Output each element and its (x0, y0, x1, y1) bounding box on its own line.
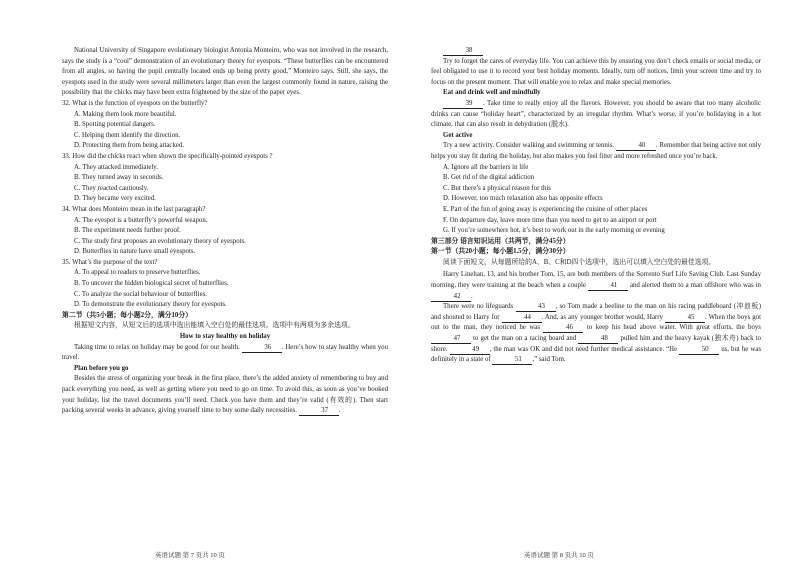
question-35 (62, 258, 388, 311)
paragraph-3: Try to forget the cares of everyday life. You can achieve this by ensuring you don’t check emails or social media, or feel obligated to use it to record your best holiday moments. Ideally, turn off notices, limit your screen time and try to focus on the present moment. That will enable you to relax and make special memories. (431, 57, 761, 86)
blank-48[interactable]: 48 (578, 334, 618, 344)
option: C. They reacted cautiously. (74, 184, 149, 192)
option: C. Helping them identify the direction. (74, 131, 181, 139)
option: A. To appeal to readers to preserve butterflies. (74, 269, 201, 277)
page-footer-right: 英语试题 第 8 页共 10 页 (524, 552, 594, 559)
option: B. They turned away in seconds. (74, 174, 164, 182)
option-f: F. On departure day, leave more time than you need to get to an airport or port (443, 216, 657, 224)
option-b: B. Get rid of the digital addiction (443, 174, 535, 182)
question-32 (62, 99, 388, 152)
option: B. The experiment needs further proof. (74, 227, 181, 235)
option-a: A. Ignore all the barriers in life (443, 163, 529, 171)
text: . And, as any younger brother would, Harry (541, 313, 663, 321)
section1-title: 第一节（共20小题；每小题1.5分，满分30分） (431, 248, 570, 256)
option: A. Making them look more beautiful. (74, 110, 177, 118)
heading-eat: Eat and drink well and mindfully (443, 89, 541, 97)
option: C. To analyze the social behaviour of butterflies. (74, 290, 207, 298)
part3-title: 第三部分 语言知识运用（共两节，满分45分） (431, 237, 570, 245)
text: to keep his head above water. With great efforts, the boys (586, 324, 761, 332)
right-page (431, 46, 761, 366)
question-stem: 33. How did the chicks react when shown the specifically-pointed eyespots ? (62, 152, 273, 160)
text: , the man was OK and did not need further medical assistance. “He (489, 345, 678, 353)
question-33 (62, 152, 388, 205)
option: B. To uncover the hidden biological secret of butterflies. (74, 280, 229, 288)
option: D. To demonstrate the evolutionary theory for eyespots. (74, 301, 227, 309)
option-e: E. Part of the fun of going away is experiencing the cuisine of other places (443, 205, 648, 213)
option: A. They attacked immediately. (74, 163, 158, 171)
passage-title: How to stay healthy on holiday (179, 333, 271, 341)
text: . Here’s how to stay healthy when you travel. (62, 343, 388, 362)
blank-51[interactable]: 51 (492, 355, 532, 365)
paragraph-2 (62, 374, 388, 416)
heading-active: Get active (443, 131, 473, 139)
cloze-paragraph-1 (431, 270, 761, 302)
text: . Take time to really enjoy all the flavors. However, you should be aware that too many alcoholic drinks can cause “holiday heart”, characterized by an irregular rhythm. What’s worse, if you’re holidaying in a hot climate, that can also result in dehydration (脱水). (431, 99, 761, 129)
option: D. They became very excited. (74, 195, 156, 203)
option-g: G. If you’re somewhere hot, it’s best to work out in the early morning or evening (443, 227, 665, 235)
question-stem: 34. What does Monteiro mean in the last paragraph? (62, 205, 206, 213)
question-34 (62, 205, 388, 258)
blank-47[interactable]: 47 (431, 334, 471, 344)
blank-46[interactable]: 46 (543, 323, 583, 333)
text: There were no lifeguards (443, 303, 514, 311)
text: and alerted them to a man offshore who was in (629, 282, 761, 290)
intro-paragraph: National University of Singapore evolutionary biologist Antonia Monteiro, who was not involved in the research, says the study is a “cool” demonstration of an evolutionary theory for eyespots. “These butterflies can be encountered from all angles, so having the pupil centrally located ends up being pretty good,” Monteiro says. Still, she says, the eyespots used in the study were several millimeters larger than even the largest commonly found in nature, raising the possibility that the chicks may have been extra frightened by the size of the paper eyes. (62, 47, 388, 97)
paragraph-4 (431, 99, 761, 131)
blank-50[interactable]: 50 (679, 345, 719, 355)
option-c: C. But there’s a physical reason for this (443, 184, 551, 192)
paragraph-5 (431, 141, 761, 162)
blank-36[interactable]: 36 (242, 343, 282, 353)
text: Harry Linehan, 13, and his brother Tom, 15, are both members of the Sorrento Surf Life Saving Club. Last Sunday morning, they were training at the beach when a couple (431, 271, 761, 290)
blank-40[interactable]: 40 (616, 141, 656, 151)
option: C. The study first proposes an evolutionary theory of eyespots. (74, 237, 246, 245)
text: Taking time to relax on holiday may be good for our health. (74, 343, 240, 351)
option: B. Spotting potential dangers. (74, 121, 156, 129)
text: us, but he was definitely in a state of (431, 345, 761, 364)
text: Try a new activity. Consider walking and swimming or tennis. (443, 142, 615, 150)
option-d: D. However, too much relaxation also has opposite effects (443, 195, 603, 203)
text: , so Tom made a beeline to the man on his racing paddleboard (冲浪板) and shouted to Harry for (431, 303, 761, 321)
text: ,” said Tom. (532, 356, 566, 364)
blank-43[interactable]: 43 (516, 302, 556, 312)
question-stem: 35. What’s the purpose of the text? (62, 258, 158, 266)
section2-instructions: 根据短文内容，从短文后的选项中选出能填入空白处的最佳选项。选项中有两项为多余选项。 (74, 322, 355, 330)
cloze-paragraph-2 (431, 302, 761, 366)
text: to get the man on a racing board and (473, 335, 577, 343)
heading-plan: Plan before you go (74, 364, 129, 372)
blank-37[interactable]: 37 (299, 406, 339, 416)
text: Besides the stress of organizing your break in the first place, there’s the added anxiety of remembering to buy and pack everything you need, as well as getting where you need to go on time. To avoid this, as soon as you’ve booked your holiday, list the travel documents you’ll need. Check you have them and they’re valid (有效的). Then start packing several weeks in advance, giving yourself time to buy some daily necessities. (62, 375, 388, 415)
text: . Remember that being active not only helps you stay fit during the holiday, but also makes you feel fitter and more refreshed once you’re back. (431, 142, 761, 160)
section1-instructions: 阅读下面短文，从每题所给的A、B、C和D四个选项中，选出可以填入空白处的最佳选项。 (443, 258, 716, 266)
section2-title: 第二节（共5小题；每小题2分，满分10分） (62, 311, 193, 319)
option: D. Butterflies in nature have small eyespots. (74, 248, 196, 256)
blank-41[interactable]: 41 (588, 281, 628, 291)
paragraph-1 (62, 343, 388, 364)
text: pulled him and the heavy kayak (独木舟) back to shore. (431, 335, 762, 353)
question-stem: 32. What is the function of eyespots on the butterfly? (62, 99, 208, 107)
text: . When the boys got out to the man, they noticed he was (431, 313, 761, 332)
blank-42[interactable]: 42 (431, 292, 471, 302)
text: . (338, 407, 341, 415)
option: A. The eyespot is a butterfly’s powerful weapon. (74, 216, 208, 224)
page-footer-left: 英语试题 第 7 页共 10 页 (155, 552, 225, 559)
option: D. Protecting them from being attacked. (74, 142, 185, 150)
answer-options (431, 163, 761, 237)
blank-39[interactable]: 39 (443, 99, 483, 109)
blank-38-line (431, 46, 761, 57)
blank-38[interactable]: 38 (443, 46, 483, 56)
blank-45[interactable]: 45 (665, 313, 705, 323)
left-page (62, 46, 388, 417)
blank-49[interactable]: 49 (450, 345, 490, 355)
text: . (471, 292, 473, 300)
blank-44[interactable]: 44 (502, 313, 542, 323)
